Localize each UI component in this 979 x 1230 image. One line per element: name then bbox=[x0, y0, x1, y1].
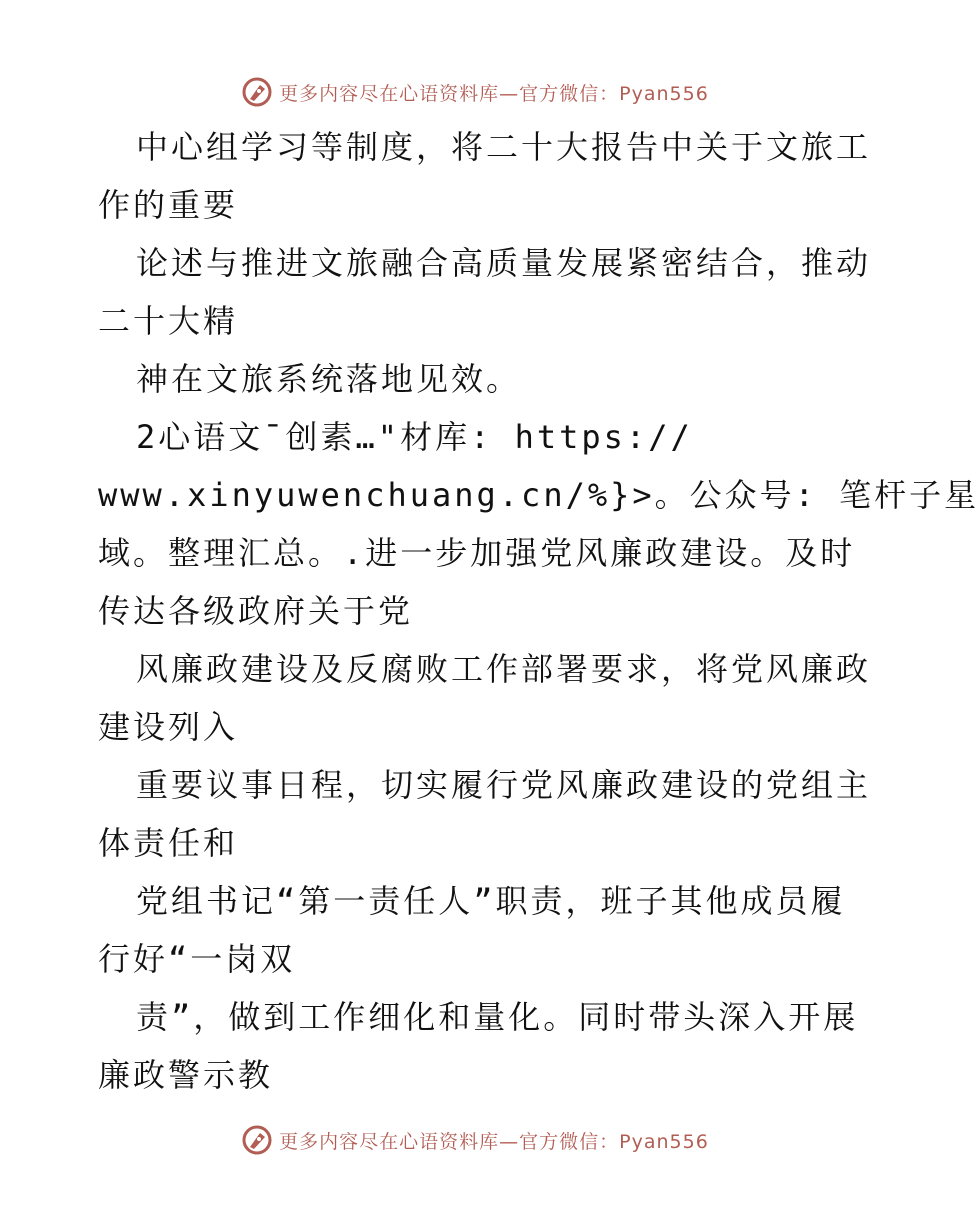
text-line: 风廉政建设及反腐败工作部署要求，将党风廉政 bbox=[136, 650, 872, 688]
document-body bbox=[98, 118, 979, 1104]
text-line: 廉政警示教 bbox=[98, 1056, 274, 1094]
watermark-text: 更多内容尽在心语资料库—官方微信：Pyan556 bbox=[279, 82, 709, 105]
text-line: 建设列入 bbox=[98, 708, 239, 746]
text-line: 行好“一岗双 bbox=[98, 940, 296, 978]
header-watermark bbox=[0, 72, 950, 112]
footer-watermark bbox=[0, 1120, 950, 1160]
text-line: www.xinyuwenchuang.cn/%}>。公众号: 笔杆子星 bbox=[98, 476, 979, 514]
text-line: 二十大精 bbox=[98, 302, 239, 340]
text-line: 传达各级政府关于党 bbox=[98, 592, 414, 630]
text-line: 责”，做到工作细化和量化。同时带头深入开展 bbox=[136, 998, 859, 1036]
text-line: 2心语文¯创素…"材库: https:// bbox=[136, 418, 693, 456]
watermark-text: 更多内容尽在心语资料库—官方微信：Pyan556 bbox=[279, 1130, 709, 1153]
text-line: 域。整理汇总。.进一步加强党风廉政建设。及时 bbox=[98, 534, 856, 572]
text-line: 作的重要 bbox=[98, 186, 239, 224]
text-line: 体责任和 bbox=[98, 824, 239, 862]
pen-nib-logo-icon bbox=[241, 1124, 273, 1156]
pen-nib-logo-icon bbox=[241, 76, 273, 108]
text-line: 重要议事日程，切实履行党风廉政建设的党组主 bbox=[136, 766, 872, 804]
text-line: 党组书记“第一责任人”职责，班子其他成员履 bbox=[136, 882, 846, 920]
text-line: 论述与推进文旅融合高质量发展紧密结合，推动 bbox=[136, 244, 872, 282]
text-line: 神在文旅系统落地见效。 bbox=[136, 360, 522, 398]
text-line: 中心组学习等制度，将二十大报告中关于文旅工 bbox=[136, 128, 872, 166]
